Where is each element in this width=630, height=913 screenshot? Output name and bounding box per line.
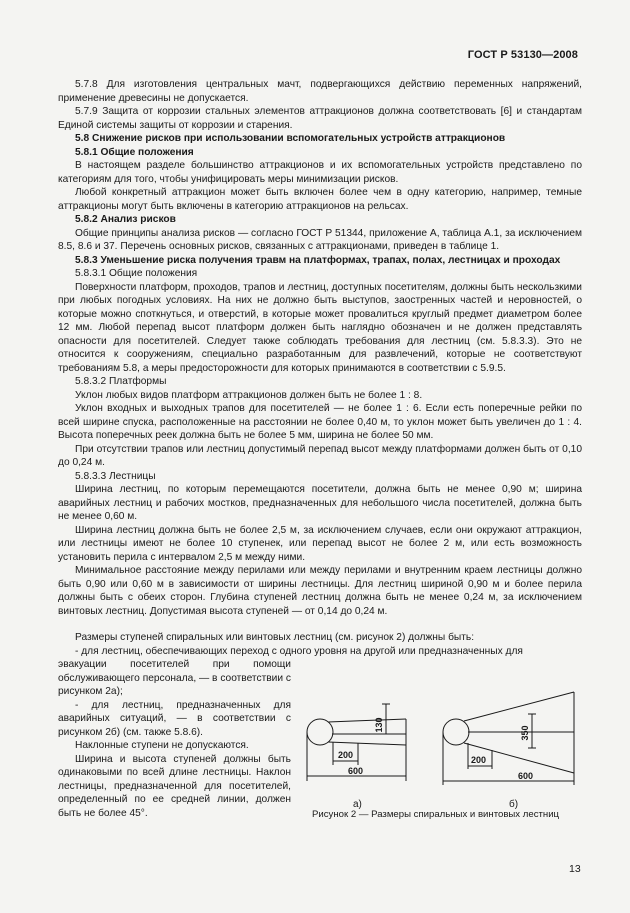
step-edge-top-b [464,692,574,721]
dim-label-200-b: 200 [471,755,487,765]
list-item-2: - для лестниц, предназначенных для аварийных ситуаций, — в соответствии с рисунком 2б) (см. также 5.8.6). [58,699,291,738]
dim-label-600-a: 600 [348,766,364,776]
paragraph-5-8-3-3-d: Размеры ступеней спиральных или винтовых лестниц (см. рисунок 2) должны быть: [75,632,475,643]
paragraph-step-width: Ширина и высота ступеней должны быть одинаковыми по всей длине лестницы. Наклон лестницы, предназначенной для посетителей, определенный по ее средней линии, должен быть не более 45°. [58,753,291,819]
heading-5-8-3-1: 5.8.3.1 Общие положения [75,268,198,279]
paragraph-5-7-9: 5.7.9 Защита от коррозии стальных элементов аттракционов должна соответствовать [6] и стандартам Единой системы защиты от коррозии и старения. [58,106,582,131]
heading-5-8-3-2: 5.8.3.2 Платформы [75,376,167,387]
figure-label-a: а) [353,799,362,810]
paragraph-5-8-2: Общие принципы анализа рисков — согласно ГОСТ Р 51344, приложение А, таблица А.1, за исключением 8.5, 8.6 и 37. Перечень основных рисков, связанных с аттракционами, приведен в таблице 1. [58,227,582,252]
paragraph-5-8-3-3-a: Ширина лестниц, по которым перемещаются посетители, должна быть не менее 0,90 м; ширина аварийных лестниц и рабочих мостков, предназначенных для небольшого числа посетителей, должна быть не менее 0,60 м. [58,484,582,522]
dim-label-200-a: 200 [338,750,354,760]
page-number: 13 [569,863,581,875]
dim-label-600-b: 600 [518,771,534,781]
paragraph-5-7-8: 5.7.8 Для изготовления центральных мачт, подвергающихся действию переменных напряжений, применение древесины не допускается. [58,79,582,104]
heading-5-8-2: 5.8.2 Анализ рисков [75,214,176,225]
step-edge-bottom-a [328,742,406,745]
heading-5-8-3-3: 5.8.3.3 Лестницы [75,470,156,482]
list-item-1-top: - для лестниц, обеспечивающих переход с одного уровня на другой или предназначенных для [75,645,523,657]
heading-5-8-3: 5.8.3 Уменьшение риска получения травм на платформах, трапах, полах, лестницах и проходах [75,254,561,266]
paragraph-5-8-3-2-c: При отсутствии трапов или лестниц допустимый перепад высот между платформами должен быть от 0,10 до 0,24 м. [58,443,582,468]
heading-5-8-1: 5.8.1 Общие положения [75,146,194,158]
paragraph-5-8-3-3-b: Ширина лестниц должна быть не более 2,5 м, за исключением случаев, если они окружают аттракцион, или лестницы имеют не более 10 ступенек, или перепад высот не более 2 м, или есть возможность установить перила с интервалом 2,5 м между ними. [58,524,582,563]
step-edge-top-a [328,719,406,722]
dim-label-350: 350 [520,725,530,741]
paragraph-5-8-3-2-a: Уклон любых видов платформ аттракционов должен быть не более 1 : 8. [75,389,423,401]
paragraph-5-8-3-2-b: Уклон входных и выходных трапов для посетителей — не более 1 : 6. Если есть поперечные рейки по всей ширине спуска, расположенные на расстоянии не более 0,40 м, то уклон может быть увеличен до 1 : 4. Высота поперечных реек должна быть не более 5 мм, ширина не более 50 мм. [58,403,582,441]
figure-caption: Рисунок 2 — Размеры спиральных и винтовых лестниц [312,809,560,820]
paragraph-5-8-3-3-c: Минимальное расстояние между перилами или между перилами и внутренним краем лестницы должно быть 0,90 или 0,60 м в зависимости от ширины лестницы. Для лестниц шириной 0,90 м и более перила должны быть с обеих сторон. Глубина ступеней лестниц должна быть не менее 0,24 м, за исключением винтовых лестниц. Допустимая высота ступеней — от 0,14 до 0,24 м. [58,565,582,617]
body-text [58,78,582,618]
paragraph-5-8-1-a: В настоящем разделе большинство аттракционов и их вспомогательных устройств представлено по категориям для того, чтобы унифицировать меры минимизации рисков. [58,160,582,185]
figure-label-b: б) [509,799,519,810]
pole-circle-a [307,719,333,745]
paragraph-5-8-3-1: Поверхности платформ, проходов, трапов и лестниц, доступных посетителям, должны быть нескользкими при любых погодных условиях. На них не должно быть выступов, заостренных частей и неровностей, о которые можно споткнуться, и отверстий, в которые может провалиться круглый предмет диаметром более 12 мм. Любой перепад высот платформ должен быть наглядно обозначен и не должен представлять опасности для посетителей. Следует также соблюдать требования для лестниц (см. 5.8.3.3). Это не относится к сооружениям, специально разработанным для развлечений, которые не соответствуют требованиям 5.8, а меры предосторожности для которых принимаются в соответствии с 5.9.5. [58,281,582,374]
dim-label-130: 130 [374,717,384,733]
left-column [58,658,291,820]
heading-5-8: 5.8 Снижение рисков при использовании вспомогательных устройств аттракционов [75,133,506,144]
standard-header: ГОСТ Р 53130—2008 [467,49,578,61]
list-item-1-rest: эвакуации посетителей при помощи обслуживающего персонала, — в соответствии с рисунком 2а); [58,659,291,697]
paragraph-5-8-1-b: Любой конкретный аттракцион может быть включен более чем в одну категорию, например, темные аттракционы могут быть включены в категорию аттракционов на рельсах. [58,187,582,212]
paragraph-inclined-steps: Наклонные ступени не допускаются. [75,740,249,751]
pole-circle-b [443,719,469,745]
figure-2-stairs [296,672,586,832]
